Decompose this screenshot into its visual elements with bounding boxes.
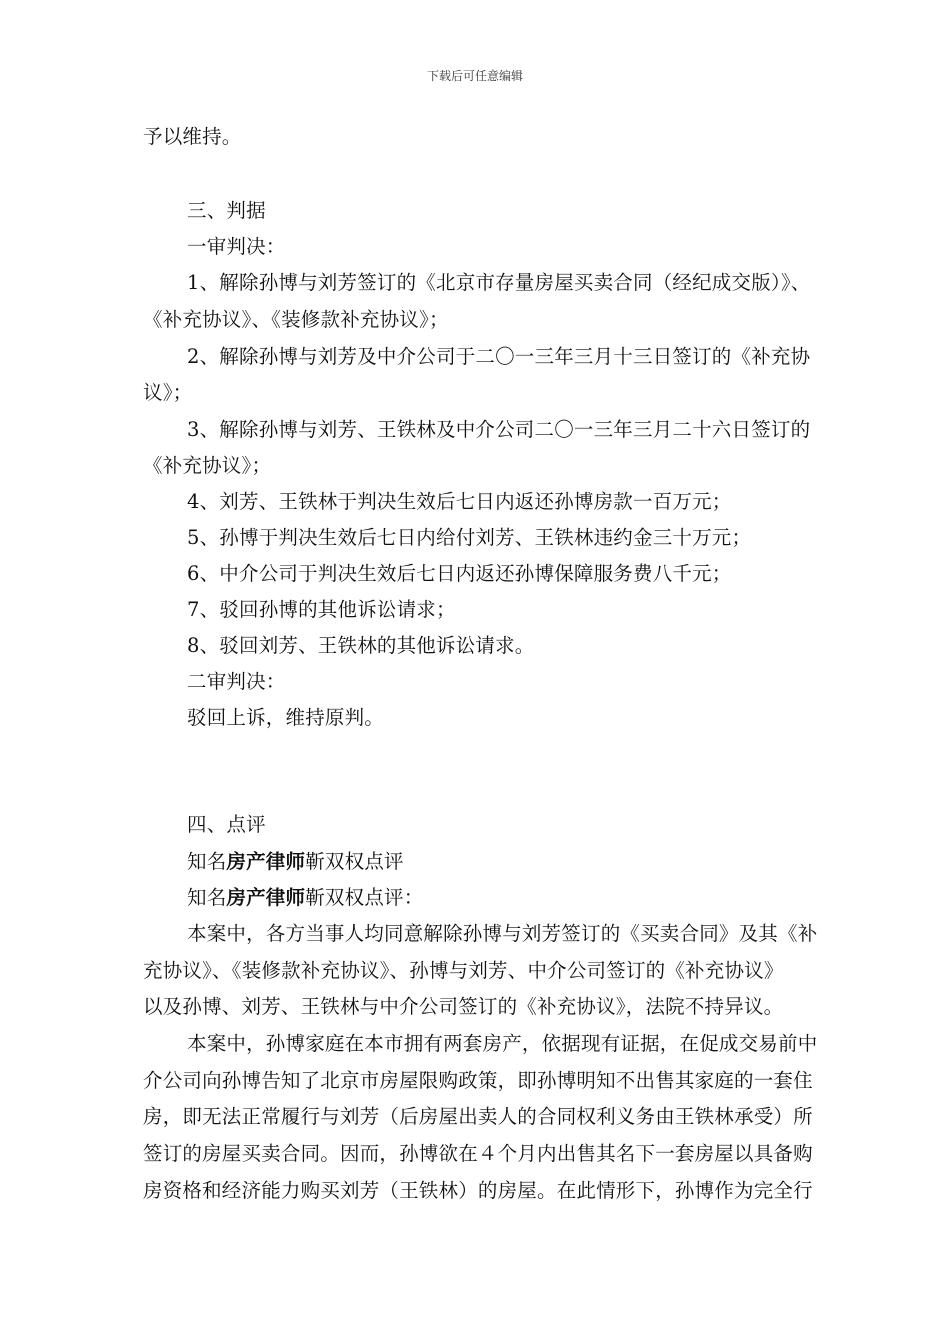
page-header: 下载后可任意编辑 [426,69,523,83]
judgment-item-2-cont: 议》； [143,381,193,404]
paragraph-line: 介公司向孙博告知了北京市房屋限购政策，即孙博明知不出售其家庭的一套住 [143,1069,813,1092]
paragraph-line: 充协议》、《装修款补充协议》、孙博与刘芳、中介公司签订的《补充协议》 [143,959,784,982]
paragraph-line: 本案中，各方当事人均同意解除孙博与刘芳签订的《买卖合同》及其《补 [187,922,818,945]
review-title: 知名房产律师靳双权点评 [187,850,404,873]
section-heading-verdict: 三、判据 [187,199,266,222]
judgment-item-6: 6、中介公司于判决生效后七日内返还孙博保障服务费八千元； [187,562,732,585]
judgment-item-3-cont: 《补充协议》； [143,454,272,477]
paragraph-line: 房资格和经济能力购买刘芳（王铁林）的房屋。在此情形下，孙博作为完全行 [143,1179,813,1202]
judgment-item-1: 1、解除孙博与刘芳签订的《北京市存量房屋买卖合同（经纪成交版）》、 [187,271,811,294]
paragraph-line: 签订的房屋买卖合同。因而，孙博欲在４个月内出售其名下一套房屋以具备购 [143,1142,813,1165]
judgment-item-4: 4、刘芳、王铁林于判决生效后七日内返还孙博房款一百万元； [187,490,732,513]
judgment-item-3: 3、解除孙博与刘芳、王铁林及中介公司二〇一三年三月二十六日签订的 [187,418,811,441]
paragraph-line: 予以维持。 [143,125,242,148]
paragraph-line: 房，即无法正常履行与刘芳（后房屋出卖人的合同权利义务由王铁林承受）所 [143,1105,813,1128]
second-trial-result: 驳回上诉，维持原判。 [187,706,385,729]
judgment-item-2: 2、解除孙博与刘芳及中介公司于二〇一三年三月十三日签订的《补充协 [187,345,811,368]
second-trial-heading: 二审判决： [187,670,286,693]
judgment-item-5: 5、孙博于判决生效后七日内给付刘芳、王铁林违约金三十万元； [187,526,752,549]
judgment-item-8: 8、驳回刘芳、王铁林的其他诉讼请求。 [187,634,535,657]
judgment-item-7: 7、驳回孙博的其他诉讼请求； [187,598,456,621]
review-subtitle: 知名房产律师靳双权点评： [187,886,424,909]
judgment-item-1-cont: 《补充协议》、《装修款补充协议》； [143,308,449,331]
section-heading-review: 四、点评 [187,813,266,836]
first-trial-heading: 一审判决： [187,235,286,258]
paragraph-line: 本案中，孙博家庭在本市拥有两套房产，依据现有证据，在促成交易前中 [187,1032,818,1055]
paragraph-line: 以及孙博、刘芳、王铁林与中介公司签订的《补充协议》，法院不持异议。 [143,995,784,1018]
